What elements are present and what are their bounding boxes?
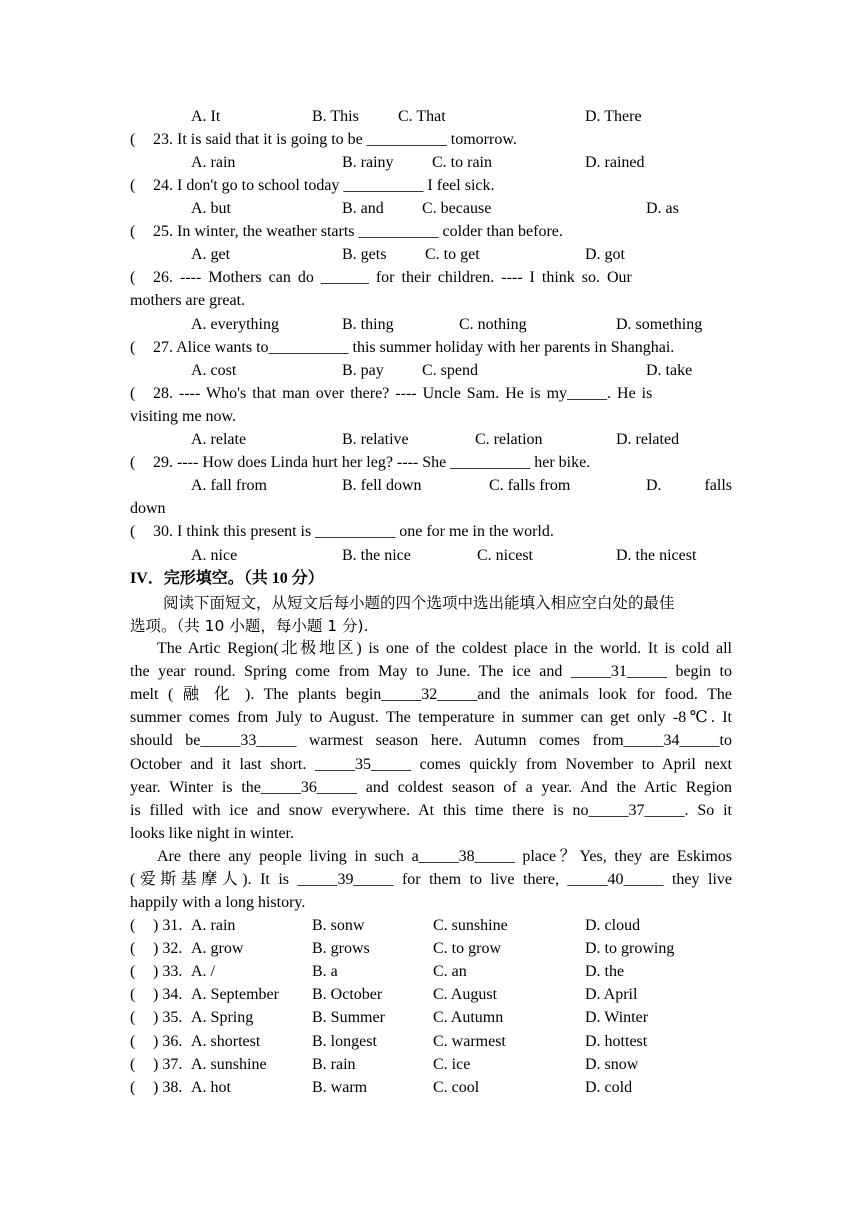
q29-options bbox=[130, 474, 732, 497]
passage-line-text: Are there any people living in such a_____38_____ place？Yes, they are Eskimos bbox=[157, 848, 732, 865]
section-4-title: IV．完形填空。（共 10 分） bbox=[130, 570, 324, 587]
option-a: A. / bbox=[191, 963, 215, 981]
q23-options bbox=[130, 151, 732, 174]
question-text: 26. ---- Mothers can do ______ for their children. ---- I think so. Our bbox=[153, 269, 632, 286]
option-a: A. relate bbox=[191, 431, 247, 448]
option-a: A. fall from bbox=[191, 477, 267, 494]
option-b: B. Summer bbox=[312, 1009, 385, 1027]
q28-options bbox=[130, 428, 732, 451]
q29-option-wrap bbox=[130, 497, 732, 520]
instructions bbox=[130, 592, 732, 615]
question-text: 23. It is said that it is going to be __________ tomorrow. bbox=[153, 131, 517, 148]
question-text-cont: visiting me now. bbox=[130, 408, 237, 425]
cloze-question-row bbox=[130, 983, 732, 1006]
answer-bracket-open: ( bbox=[130, 454, 136, 471]
option-b: B. the nice bbox=[342, 547, 411, 564]
question-text: 24. I don't go to school today __________ I feel sick. bbox=[153, 177, 495, 194]
passage-line bbox=[130, 660, 732, 683]
option-d: D. related bbox=[616, 431, 680, 448]
option-c: C. relation bbox=[475, 431, 543, 448]
option-d: D. the bbox=[585, 963, 625, 981]
option-c: C. August bbox=[433, 986, 498, 1004]
question-27 bbox=[130, 336, 732, 359]
section-heading bbox=[130, 567, 732, 590]
option-a: A. shortest bbox=[191, 1032, 261, 1050]
passage-line bbox=[130, 683, 732, 706]
passage-line bbox=[130, 799, 732, 822]
option-d: D. falls bbox=[646, 477, 732, 494]
q30-options bbox=[130, 544, 732, 567]
answer-bracket-open: ( bbox=[130, 131, 136, 148]
question-number: ) 33. bbox=[153, 963, 183, 981]
option-c: C. That bbox=[398, 108, 446, 125]
option-c: C. Autumn bbox=[433, 1009, 504, 1027]
option-b: B. longest bbox=[312, 1032, 377, 1050]
question-number: ) 32. bbox=[153, 940, 183, 958]
option-c: C. falls from bbox=[489, 477, 571, 494]
passage-line-text: melt ( 融 化 ). The plants begin_____32_____and the animals look for food. The bbox=[130, 686, 732, 704]
question-number: ) 37. bbox=[153, 1055, 183, 1073]
option-d-cont: down bbox=[130, 500, 166, 517]
option-a: A. nice bbox=[191, 547, 238, 564]
passage-line-text: (爱斯基摩人). It is _____39_____ for them to live there, _____40_____ they live bbox=[130, 871, 732, 889]
option-d: D. rained bbox=[585, 154, 645, 171]
cloze-question-row bbox=[130, 1053, 732, 1076]
passage-line bbox=[130, 845, 732, 868]
option-a: A. hot bbox=[191, 1078, 231, 1096]
option-d: D. as bbox=[646, 200, 679, 217]
option-a: A. get bbox=[191, 246, 231, 263]
cloze-question-row bbox=[130, 1030, 732, 1053]
option-c: C. to get bbox=[425, 246, 480, 263]
option-d: D. got bbox=[585, 246, 625, 263]
question-number: ) 36. bbox=[153, 1032, 183, 1050]
answer-bracket-open: ( bbox=[130, 269, 136, 286]
passage-line bbox=[130, 637, 732, 660]
option-d: D. snow bbox=[585, 1055, 639, 1073]
option-c: C. warmest bbox=[433, 1032, 506, 1050]
option-a: A. everything bbox=[191, 316, 279, 333]
cloze-question-row bbox=[130, 960, 732, 983]
passage-line-text: happily with a long history. bbox=[130, 894, 306, 912]
answer-bracket-open: ( bbox=[130, 385, 136, 402]
option-d: D. cold bbox=[585, 1078, 633, 1096]
cloze-question-row bbox=[130, 1006, 732, 1029]
option-a: A. cost bbox=[191, 362, 237, 379]
option-c: C. sunshine bbox=[433, 917, 508, 934]
question-text: 25. In winter, the weather starts __________ colder than before. bbox=[153, 223, 563, 240]
option-c: C. to rain bbox=[432, 154, 492, 171]
q25-options bbox=[130, 243, 732, 266]
option-a: A. Spring bbox=[191, 1009, 254, 1027]
answer-bracket-open: ( bbox=[130, 1009, 136, 1027]
question-26 bbox=[130, 266, 732, 289]
answer-bracket-open: ( bbox=[130, 986, 136, 1004]
option-a: A. rain bbox=[191, 917, 236, 934]
passage-line bbox=[130, 891, 732, 914]
option-b: B. fell down bbox=[342, 477, 422, 494]
question-number: ) 34. bbox=[153, 986, 183, 1004]
answer-bracket-open: ( bbox=[130, 917, 136, 934]
option-c: C. cool bbox=[433, 1078, 480, 1096]
question-26-cont bbox=[130, 289, 732, 312]
option-d: D. April bbox=[585, 986, 638, 1004]
option-c: C. to grow bbox=[433, 940, 501, 958]
option-a: A. September bbox=[191, 986, 279, 1004]
passage-line-text: looks like night in winter. bbox=[130, 824, 294, 842]
passage-line-text: the year round. Spring come from May to June. The ice and _____31_____ begin to bbox=[130, 663, 732, 681]
option-d: D. hottest bbox=[585, 1032, 648, 1050]
option-d: D. Winter bbox=[585, 1009, 649, 1027]
question-28-cont bbox=[130, 405, 732, 428]
instructions-cont bbox=[130, 615, 732, 638]
question-30 bbox=[130, 520, 732, 543]
question-29 bbox=[130, 451, 732, 474]
passage-line bbox=[130, 729, 732, 752]
answer-bracket-open: ( bbox=[130, 1055, 136, 1073]
question-text: 29. ---- How does Linda hurt her leg? ---- She __________ her bike. bbox=[153, 454, 591, 471]
answer-bracket-open: ( bbox=[130, 1032, 136, 1050]
passage-line-text: should be_____33_____ warmest season here. Autumn comes from_____34_____to bbox=[130, 732, 732, 750]
option-b: B. October bbox=[312, 986, 383, 1004]
option-a: A. It bbox=[191, 108, 221, 125]
q22-options bbox=[130, 105, 732, 128]
option-c: C. an bbox=[433, 963, 467, 981]
instruction-line-1: 阅读下面短文，从短文后每小题的四个选项中选出能填入相应空白处的最佳 bbox=[163, 594, 675, 612]
option-b: B. rainy bbox=[342, 154, 394, 171]
option-b: B. grows bbox=[312, 940, 370, 958]
answer-bracket-open: ( bbox=[130, 1078, 136, 1096]
question-text: 27. Alice wants to__________ this summer holiday with her parents in Shanghai. bbox=[153, 339, 675, 356]
passage-line-text: year. Winter is the_____36_____ and coldest season of a year. And the Artic Region bbox=[130, 778, 732, 796]
question-24 bbox=[130, 174, 732, 197]
option-b: B. pay bbox=[342, 362, 384, 379]
option-d: D. cloud bbox=[585, 917, 641, 934]
option-d: D. to growing bbox=[585, 940, 675, 958]
option-b: B. sonw bbox=[312, 917, 365, 934]
question-number: ) 38. bbox=[153, 1078, 183, 1096]
option-c: C. nothing bbox=[459, 316, 527, 333]
answer-bracket-open: ( bbox=[130, 940, 136, 958]
option-c: C. because bbox=[422, 200, 492, 217]
option-c: C. spend bbox=[422, 362, 478, 379]
option-c: C. nicest bbox=[477, 547, 533, 564]
passage-line-text: October and it last short. _____35_____ comes quickly from November to April next bbox=[130, 755, 732, 773]
option-b: B. relative bbox=[342, 431, 409, 448]
question-23 bbox=[130, 128, 732, 151]
cloze-question-row bbox=[130, 914, 732, 937]
q26-options bbox=[130, 313, 732, 336]
question-number: ) 35. bbox=[153, 1009, 183, 1027]
question-text: 28. ---- Who's that man over there? ---- Uncle Sam. He is my_____. He is bbox=[153, 385, 653, 402]
option-d: D. something bbox=[616, 316, 703, 333]
answer-bracket-open: ( bbox=[130, 177, 136, 194]
option-b: B. rain bbox=[312, 1055, 356, 1073]
passage-line bbox=[130, 706, 732, 729]
option-a: A. but bbox=[191, 200, 231, 217]
option-d: D. take bbox=[646, 362, 693, 379]
option-a: A. sunshine bbox=[191, 1055, 267, 1073]
question-text: 30. I think this present is __________ one for me in the world. bbox=[153, 523, 554, 540]
passage-line bbox=[130, 753, 732, 776]
answer-bracket-open: ( bbox=[130, 339, 136, 356]
option-a: A. rain bbox=[191, 154, 236, 171]
cloze-question-row bbox=[130, 937, 732, 960]
answer-bracket-open: ( bbox=[130, 963, 136, 981]
question-28 bbox=[130, 382, 732, 405]
answer-bracket-open: ( bbox=[130, 523, 136, 540]
passage-line-text: The Artic Region(北极地区) is one of the coldest place in the world. It is cold all bbox=[157, 640, 732, 657]
option-a: A. grow bbox=[191, 940, 244, 958]
passage-line bbox=[130, 776, 732, 799]
option-b: B. gets bbox=[342, 246, 387, 263]
option-b: B. warm bbox=[312, 1078, 368, 1096]
passage-line bbox=[130, 868, 732, 891]
passage-line bbox=[130, 822, 732, 845]
instruction-line-2: 选项。（共 10 小题，每小题 1 分). bbox=[130, 617, 369, 635]
option-b: B. and bbox=[342, 200, 384, 217]
option-b: B. thing bbox=[342, 316, 394, 333]
option-c: C. ice bbox=[433, 1055, 471, 1073]
passage-line-text: is filled with ice and snow everywhere. At this time there is no_____37_____. So it bbox=[130, 801, 732, 819]
q27-options bbox=[130, 359, 732, 382]
question-25 bbox=[130, 220, 732, 243]
q24-options bbox=[130, 197, 732, 220]
option-d: D. the nicest bbox=[616, 547, 697, 564]
question-text-cont: mothers are great. bbox=[130, 292, 246, 309]
option-d: D. There bbox=[585, 108, 642, 125]
answer-bracket-open: ( bbox=[130, 223, 136, 240]
question-number: ) 31. bbox=[153, 917, 183, 934]
option-b: B. This bbox=[312, 108, 359, 125]
passage-line-text: summer comes from July to August. The temperature in summer can get only -8℃. It bbox=[130, 709, 732, 727]
cloze-question-row bbox=[130, 1076, 732, 1099]
option-b: B. a bbox=[312, 963, 338, 981]
